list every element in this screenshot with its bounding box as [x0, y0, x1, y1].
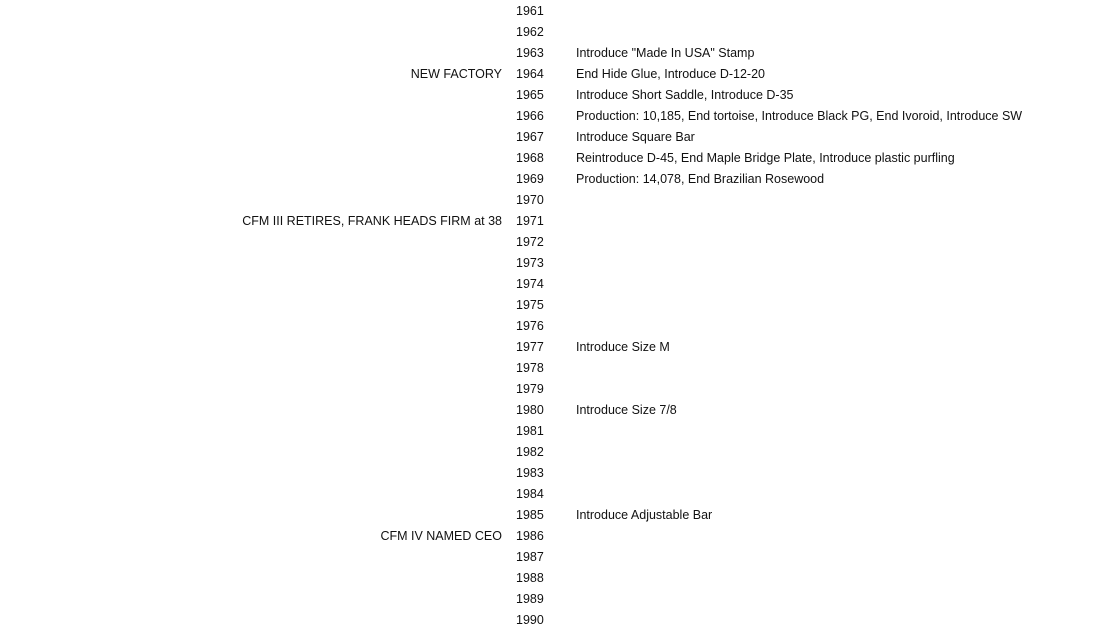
timeline-row: [0, 127, 1110, 148]
event-text: Introduce Adjustable Bar: [576, 508, 713, 522]
timeline-row: [0, 253, 1110, 274]
timeline-row: [0, 484, 1110, 505]
year-label: 1979: [516, 382, 544, 396]
timeline-row: [0, 1, 1110, 22]
milestone-note: NEW FACTORY: [410, 67, 502, 81]
year-label: 1986: [516, 529, 544, 543]
timeline-row: [0, 295, 1110, 316]
year-label: 1972: [516, 235, 544, 249]
timeline-row: [0, 85, 1110, 106]
event-text: Reintroduce D-45, End Maple Bridge Plate, Introduce plastic purfling: [576, 151, 955, 165]
year-label: 1974: [516, 277, 544, 291]
event-text: End Hide Glue, Introduce D-12-20: [576, 67, 765, 81]
year-label: 1981: [516, 424, 544, 438]
event-text: Introduce Square Bar: [576, 130, 695, 144]
timeline-row: [0, 610, 1110, 631]
year-label: 1961: [516, 4, 544, 18]
year-label: 1977: [516, 340, 544, 354]
timeline-row: [0, 43, 1110, 64]
timeline-row: [0, 400, 1110, 421]
timeline-row: [0, 211, 1110, 232]
timeline-row: [0, 190, 1110, 211]
timeline-row: [0, 421, 1110, 442]
timeline-row: [0, 463, 1110, 484]
timeline-row: [0, 232, 1110, 253]
timeline-row: [0, 337, 1110, 358]
year-label: 1963: [516, 46, 544, 60]
event-text: Introduce Size 7/8: [576, 403, 677, 417]
event-text: Introduce Short Saddle, Introduce D-35: [576, 88, 794, 102]
milestone-note: CFM III RETIRES, FRANK HEADS FIRM at 38: [242, 214, 502, 228]
milestone-note: CFM IV NAMED CEO: [380, 529, 502, 543]
timeline-row: [0, 106, 1110, 127]
year-label: 1989: [516, 592, 544, 606]
timeline-row: [0, 274, 1110, 295]
timeline-row: [0, 442, 1110, 463]
timeline-row: [0, 568, 1110, 589]
year-label: 1988: [516, 571, 544, 585]
timeline-row: [0, 547, 1110, 568]
event-text: Introduce "Made In USA" Stamp: [576, 46, 755, 60]
year-label: 1965: [516, 88, 544, 102]
year-label: 1969: [516, 172, 544, 186]
year-label: 1971: [516, 214, 544, 228]
year-label: 1978: [516, 361, 544, 375]
timeline-row: [0, 148, 1110, 169]
timeline-row: [0, 379, 1110, 400]
year-label: 1968: [516, 151, 544, 165]
event-text: Production: 14,078, End Brazilian Rosewood: [576, 172, 825, 186]
timeline-row: [0, 358, 1110, 379]
event-text: Introduce Size M: [576, 340, 670, 354]
year-label: 1990: [516, 613, 544, 627]
event-text: Production: 10,185, End tortoise, Introduce Black PG, End Ivoroid, Introduce SW: [576, 109, 1023, 123]
timeline-row: [0, 64, 1110, 85]
timeline-row: [0, 22, 1110, 43]
year-label: 1983: [516, 466, 544, 480]
year-label: 1984: [516, 487, 544, 501]
timeline-row: [0, 505, 1110, 526]
year-label: 1976: [516, 319, 544, 333]
timeline-row: [0, 526, 1110, 547]
year-label: 1967: [516, 130, 544, 144]
year-label: 1982: [516, 445, 544, 459]
year-label: 1985: [516, 508, 544, 522]
timeline-row: [0, 316, 1110, 337]
year-label: 1970: [516, 193, 544, 207]
timeline-row: [0, 169, 1110, 190]
year-label: 1964: [516, 67, 544, 81]
year-label: 1973: [516, 256, 544, 270]
year-label: 1966: [516, 109, 544, 123]
year-label: 1980: [516, 403, 544, 417]
timeline-row: [0, 589, 1110, 610]
timeline: [0, 1, 1110, 631]
year-label: 1975: [516, 298, 544, 312]
year-label: 1962: [516, 25, 544, 39]
year-label: 1987: [516, 550, 544, 564]
